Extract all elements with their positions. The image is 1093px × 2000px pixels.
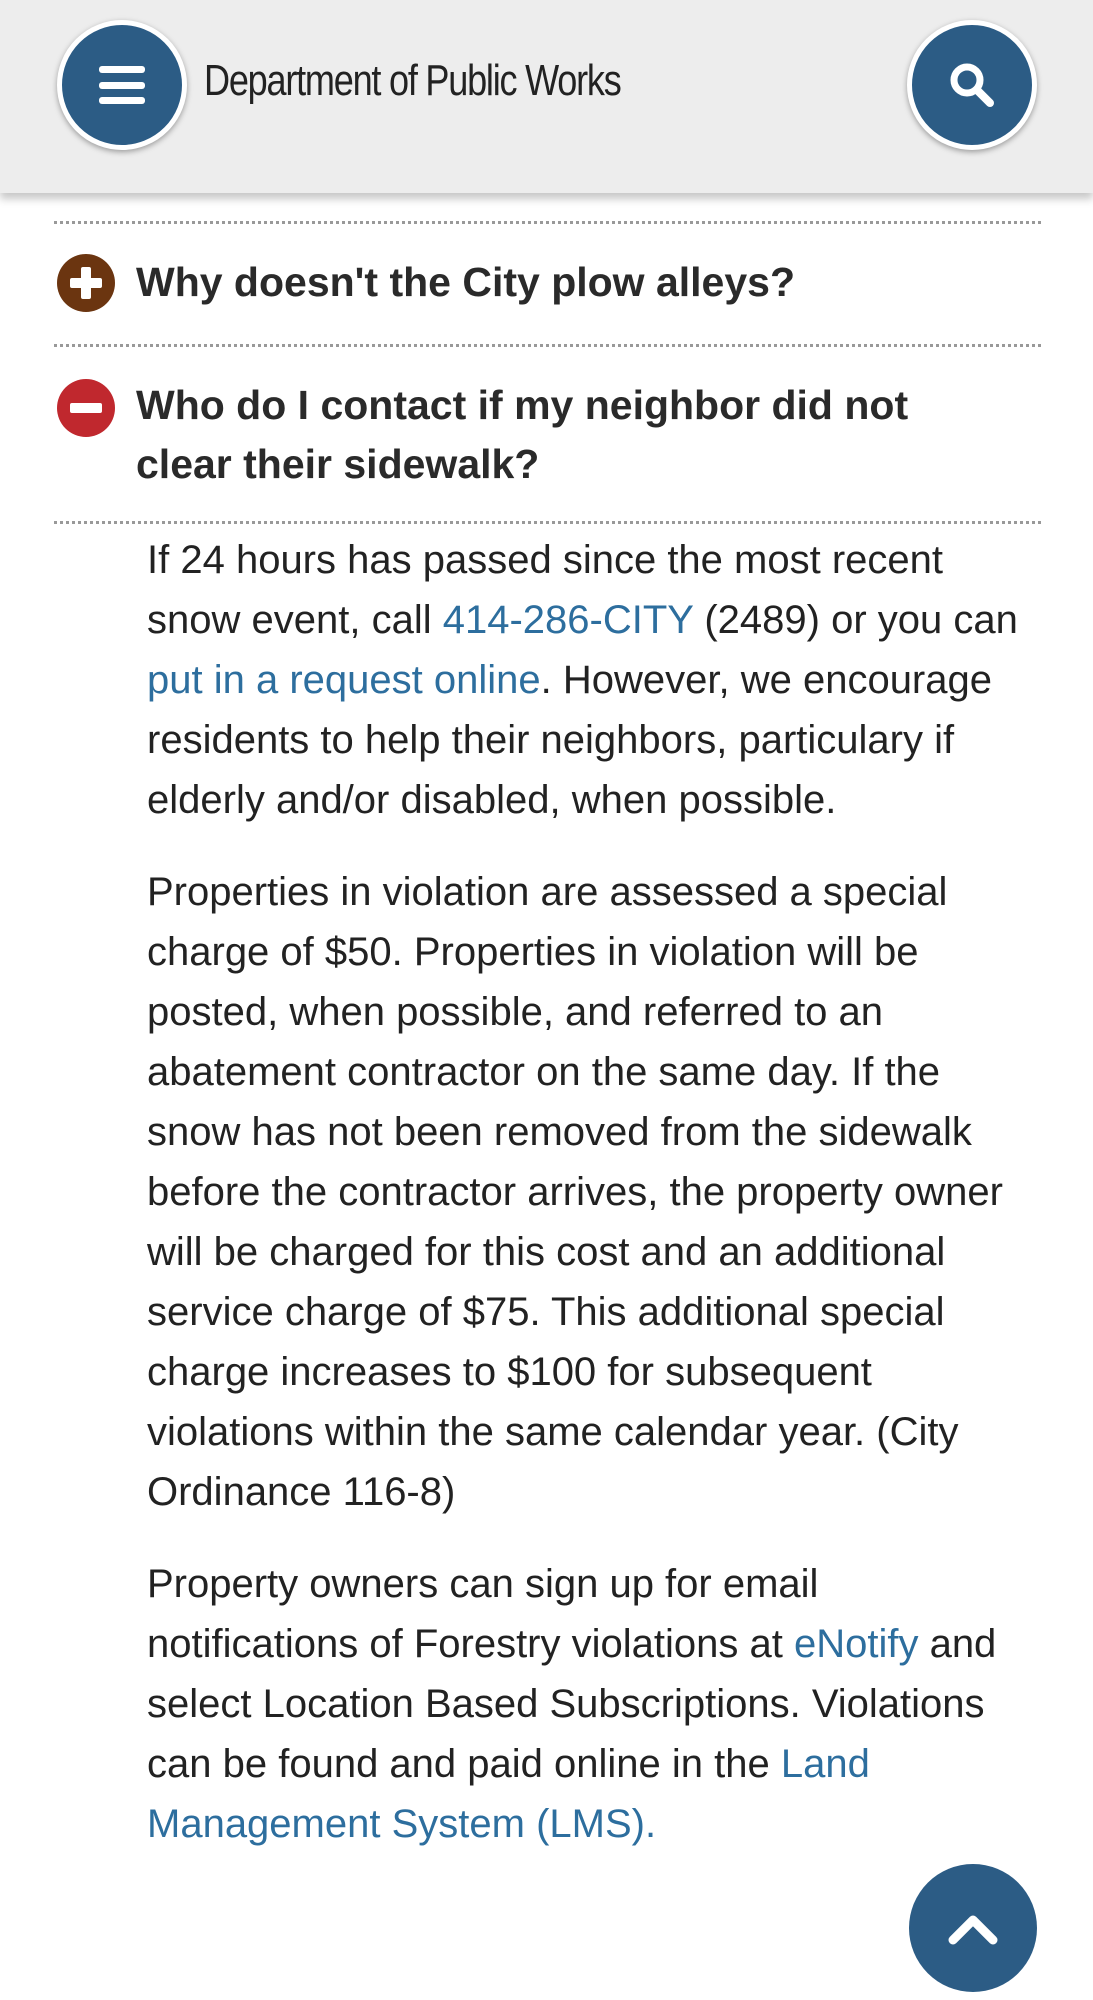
menu-button[interactable] (57, 20, 187, 150)
site-title[interactable]: Department of Public Works (204, 56, 621, 105)
search-icon (946, 59, 998, 111)
divider (54, 221, 1041, 224)
lms-link[interactable]: Land Management System (LMS). (147, 1742, 870, 1846)
faq-answer (147, 530, 1027, 1886)
divider (54, 521, 1041, 524)
answer-paragraph-1: If 24 hours has passed since the most recent snow event, call 414-286-CITY (2489) or you can put in a request online. However, we encourage residents to help their neighbors, particulary if elderly and/or disabled, when possible. (147, 538, 1018, 822)
answer-paragraph-2: Properties in violation are assessed a special charge of $50. Properties in violation will be posted, when possible, and referred to an abatement contractor on the same day. If the snow has not been removed from the sidewalk before the contractor arrives, the property owner will be charged for this cost and an additional service charge of $75. This additional special charge increases to $100 for subsequent violations within the same calendar year. (City Ordinance 116-8) (147, 870, 1003, 1514)
request-online-link[interactable]: put in a request online (147, 658, 541, 702)
answer-paragraph-3: Property owners can sign up for email notifications of Forestry violations at eNotify and select Location Based Subscriptions. Violations can be found and paid online in the Land Management System (LMS). (147, 1562, 997, 1846)
faq-content (0, 193, 1093, 2000)
minus-circle-icon[interactable] (57, 379, 115, 437)
faq-question[interactable]: Who do I contact if my neighbor did not clear their sidewalk? (136, 382, 909, 487)
search-button[interactable] (907, 20, 1037, 150)
site-header (0, 0, 1093, 193)
enotify-link[interactable]: eNotify (793, 1622, 919, 1666)
divider (54, 344, 1041, 347)
plus-circle-icon[interactable] (57, 254, 115, 312)
phone-link[interactable]: 414-286-CITY (442, 598, 694, 642)
faq-question[interactable]: Why doesn't the City plow alleys? (136, 259, 796, 305)
hamburger-menu-icon (99, 66, 145, 104)
chevron-up-icon (945, 1908, 1001, 1948)
back-to-top-button[interactable] (909, 1864, 1037, 1992)
